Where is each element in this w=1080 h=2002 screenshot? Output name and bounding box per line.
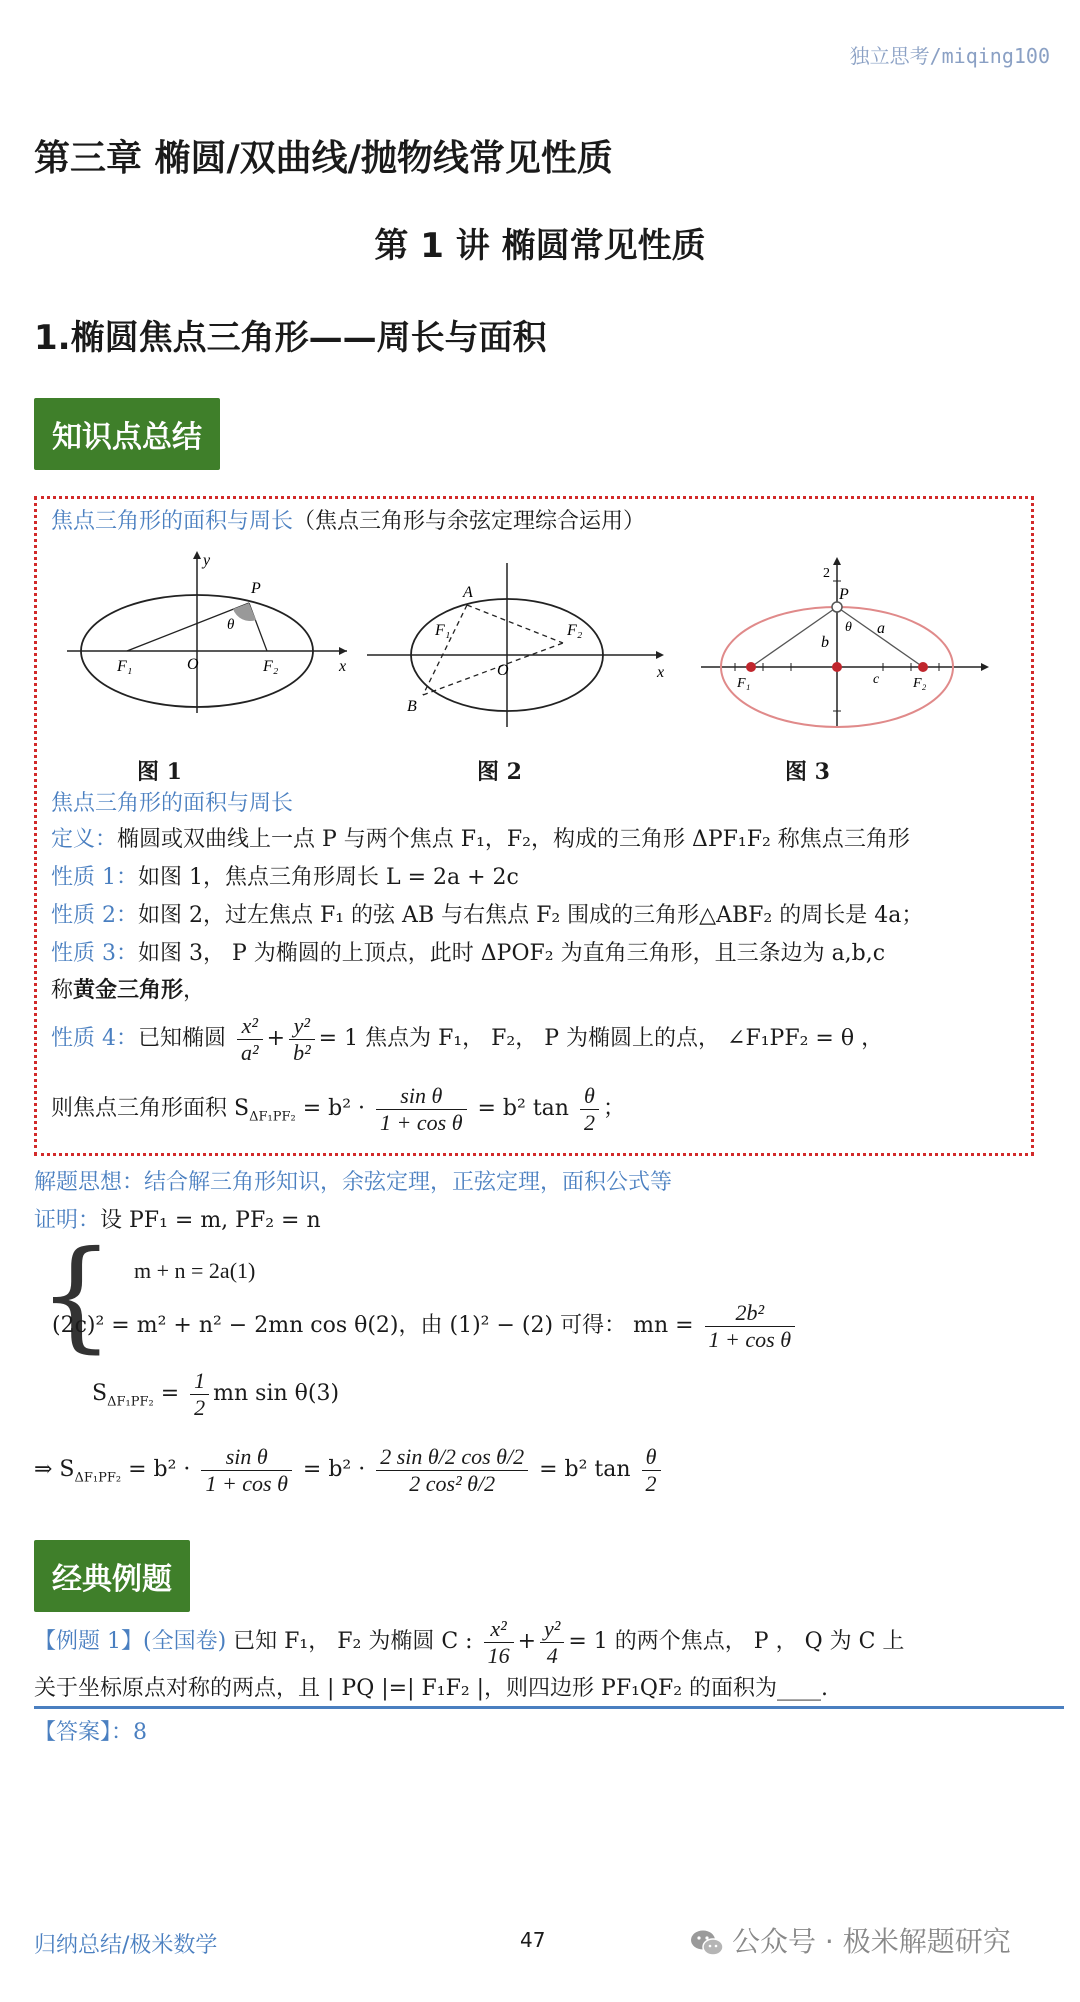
fig1-label-o: O <box>187 656 199 673</box>
proof-label: 证明： <box>34 1208 101 1233</box>
fig1-label-f1: F₁ <box>117 658 133 675</box>
example-1-post: = 1 的两个焦点， P ， Q 为 C 上 <box>568 1629 905 1654</box>
half-fraction <box>190 1368 209 1421</box>
frac-den: 4 <box>546 1642 558 1668</box>
fig1-label-f2: F₂ <box>263 658 279 675</box>
frac-den: 2 <box>194 1394 206 1420</box>
frac-den: 2 <box>645 1470 657 1496</box>
definition-text: 椭圆或双曲线上一点 P 与两个焦点 F₁，F₂，构成的三角形 ΔPF₁F₂ 称焦点三角形 <box>117 827 910 852</box>
frac-num: θ <box>642 1444 661 1471</box>
fig3-label-c: c <box>873 672 880 687</box>
frac-num: y² <box>289 1013 315 1040</box>
system-eq-1: m + n = 2a(1) <box>134 1258 256 1283</box>
frac-den: 1 + cos θ <box>708 1326 792 1352</box>
fig3-label-a: a <box>877 620 885 637</box>
sub-heading: 焦点三角形的面积与周长 <box>51 791 294 816</box>
fig1-y-arrow <box>193 551 201 559</box>
frac-den: 1 + cos θ <box>205 1470 288 1496</box>
fig3-label-b: b <box>821 634 829 651</box>
property-3-line <box>51 937 885 971</box>
box-heading-blue: 焦点三角形的面积与周长 <box>51 509 294 534</box>
property-4-line: 性质 4：已知椭圆 $\frac{\text{x²}}{\text{a²}}$ + $\frac{\text{y²}}{\text{b²}}$ = 1 焦点为 F₁， F₂， P 为椭圆上的点， ∠F₁PF₂ = θ ， <box>51 1012 884 1065</box>
wechat-icon <box>690 1929 724 1957</box>
fig3-x-arrow <box>981 663 989 671</box>
frac-num: y² <box>540 1616 564 1643</box>
footer-left: 归纳总结/极米数学 <box>34 1933 218 1958</box>
example-divider <box>34 1706 1064 1709</box>
sys2-mn: mn = <box>633 1313 694 1338</box>
fig3-label-f1: F₁ <box>737 676 751 691</box>
section-title: 1.椭圆焦点三角形——周长与面积 <box>34 318 547 358</box>
frac-num: 1 <box>190 1368 209 1395</box>
property-2-line <box>51 899 923 933</box>
derivation-line <box>34 1430 665 1518</box>
frac-num: 2 sin θ/2 cos θ/2 <box>376 1444 528 1471</box>
box-heading-rest: （焦点三角形与余弦定理综合运用） <box>293 509 646 534</box>
derive-eq3: = b² tan <box>539 1457 631 1482</box>
definition-line <box>51 823 910 857</box>
fig1-angle-wedge <box>233 603 256 621</box>
footer-brand-text: 公众号 · 极米解题研究 <box>732 1925 1011 1958</box>
solving-idea: 解题思想：结合解三角形知识，余弦定理，正弦定理，面积公式等 <box>34 1170 673 1195</box>
frac-den: a² <box>241 1039 259 1065</box>
property-4-label: 性质 4： <box>51 1026 138 1051</box>
system-brace: { <box>38 1226 115 1365</box>
fig3-caption: 图 3 <box>785 759 830 785</box>
fig2-label-f1: F₁ <box>435 622 451 639</box>
fig1-caption: 图 1 <box>137 759 182 785</box>
fig3-point-p <box>832 602 842 612</box>
classic-examples-label: 经典例题 <box>34 1540 190 1612</box>
area-end: ； <box>602 1096 625 1121</box>
header-tag: 独立思考/miqing100 <box>849 44 1050 68</box>
fig3-y-arrow <box>833 557 841 565</box>
derive-pre: ⇒ S <box>34 1457 75 1482</box>
property-1-label: 性质 1： <box>51 865 138 890</box>
area-formula-line <box>51 1079 625 1147</box>
example-1-pre: 已知 F₁， F₂ 为椭圆 C : <box>233 1629 473 1654</box>
property-3-label: 性质 3： <box>51 941 138 966</box>
fig3-point-f1 <box>746 662 756 672</box>
property-2-label: 性质 2： <box>51 903 138 928</box>
sys3-sub: ΔF₁PF₂ <box>107 1394 154 1410</box>
frac-num: sin θ <box>376 1083 466 1110</box>
figure-1 <box>57 545 357 715</box>
frac-den: 2 <box>583 1109 595 1135</box>
knowledge-summary-label: 知识点总结 <box>34 398 220 470</box>
box-heading <box>51 505 645 539</box>
definition-label: 定义： <box>51 827 118 852</box>
fig1-label-x: x <box>339 658 347 675</box>
example-1-tag: 【例题 1】(全国卷) <box>34 1629 227 1654</box>
golden-suffix: ， <box>183 978 206 1003</box>
ellipse-y-fraction <box>289 1013 315 1066</box>
frac-num: sin θ <box>201 1444 291 1471</box>
frac-den: b² <box>293 1039 311 1065</box>
fig2-label-o: O <box>497 662 509 679</box>
frac-num: θ <box>580 1083 599 1110</box>
sys3-pre: S <box>92 1381 108 1406</box>
fig2-x-arrow <box>656 651 664 659</box>
sys2-mid: 由 (1)² − (2) 可得： <box>420 1313 627 1338</box>
fig1-x-arrow <box>339 647 347 655</box>
property-3-continuation <box>51 973 205 1008</box>
fig3-label-theta: θ <box>845 620 852 635</box>
knowledge-box <box>34 496 1034 1156</box>
proof-text: 设 PF₁ = m, PF₂ = n <box>100 1208 321 1233</box>
sys3-post: mn sin θ(3) <box>213 1381 340 1406</box>
answer-line: 【答案】：8 <box>34 1720 147 1745</box>
mn-fraction <box>705 1300 795 1353</box>
footer-brand <box>690 1920 1011 1960</box>
fig3-point-f2 <box>918 662 928 672</box>
fig3-label-f2: F₂ <box>913 676 927 691</box>
fig2-line-af2 <box>467 605 563 643</box>
frac-num: x² <box>484 1616 514 1643</box>
area-fraction <box>376 1083 466 1136</box>
fig1-label-y: y <box>203 552 211 569</box>
example-y-fraction <box>540 1616 564 1669</box>
fig2-label-x: x <box>657 664 665 681</box>
area-eq2: = b² tan <box>477 1096 569 1121</box>
property-1-line <box>51 861 519 895</box>
frac-den: 1 + cos θ <box>380 1109 463 1135</box>
area-pre: 则焦点三角形面积 S <box>51 1096 250 1121</box>
fig2-label-b: B <box>407 698 417 715</box>
example-x-fraction <box>484 1616 514 1669</box>
sys2-text: (2c)² = m² + n² − 2mn cos θ(2)， <box>52 1313 421 1338</box>
area-half-angle <box>580 1083 599 1136</box>
fig2-caption: 图 2 <box>477 759 522 785</box>
derive-sub: ΔF₁PF₂ <box>74 1470 122 1486</box>
fig2-line-bf2 <box>423 643 563 695</box>
ellipse-x-fraction <box>237 1013 263 1066</box>
area-eq: = b² · <box>302 1096 366 1121</box>
lecture-title: 第 1 讲 椭圆常见性质 <box>374 226 706 266</box>
frac-den: 16 <box>487 1642 510 1668</box>
derive-fraction-2 <box>376 1444 528 1497</box>
derive-eq1: = b² · <box>128 1457 191 1482</box>
frac-num: x² <box>237 1013 263 1040</box>
area-sub: ΔF₁PF₂ <box>249 1109 296 1125</box>
fig3-label-p: P <box>839 586 849 603</box>
fig1-label-p: P <box>251 580 261 597</box>
chapter-title: 第三章 椭圆/双曲线/抛物线常见性质 <box>34 138 613 179</box>
fig1-label-theta: θ <box>227 617 235 633</box>
derive-eq2: = b² · <box>302 1457 366 1482</box>
fig3-point-o <box>832 662 842 672</box>
fig3-label-2: 2 <box>823 566 830 581</box>
fig3-line-f2p <box>837 607 923 667</box>
frac-num: 2b² <box>705 1300 795 1327</box>
example-1-line-1: 【例题 1】(全国卷) 已知 F₁， F₂ 为椭圆 C : $\frac{\text{x²}}{16}$ + $\frac{\text{y²}}{4}$ = 1 的两个焦点， P ， Q 为 C 上 <box>34 1615 905 1668</box>
example-1-line-2: 关于坐标原点对称的两点，且 | PQ |=| F₁F₂ |，则四边形 PF₁QF₂ 的面积为____. <box>34 1676 829 1701</box>
derive-fraction-3 <box>642 1444 661 1497</box>
derive-fraction-1 <box>201 1444 291 1497</box>
page-number: 47 <box>520 1928 546 1952</box>
property-4-post: = 1 焦点为 F₁， F₂， P 为椭圆上的点， ∠F₁PF₂ = θ ， <box>318 1026 884 1051</box>
golden-prefix: 称 <box>51 978 74 1003</box>
fig2-label-f2: F₂ <box>567 622 583 639</box>
property-3-text: 如图 3， P 为椭圆的上顶点，此时 ΔPOF₂ 为直角三角形，且三条边为 a,b,c <box>138 941 886 966</box>
system-eq-3 <box>92 1364 339 1432</box>
figure-3 <box>697 551 997 731</box>
fig2-label-a: A <box>463 584 473 601</box>
property-2-text: 如图 2，过左焦点 F₁ 的弦 AB 与右焦点 F₂ 围成的三角形△ABF₂ 的周长是 4a； <box>138 903 924 928</box>
frac-den: 2 cos² θ/2 <box>409 1470 496 1496</box>
sys3-eq: = <box>160 1381 180 1406</box>
system-eq-2 <box>52 1296 799 1356</box>
golden-triangle-term: 黄金三角形 <box>73 977 184 1003</box>
figure-2 <box>367 559 677 729</box>
property-4-pre: 已知椭圆 <box>138 1026 227 1051</box>
property-1-text: 如图 1，焦点三角形周长 L = 2a + 2c <box>138 865 519 890</box>
